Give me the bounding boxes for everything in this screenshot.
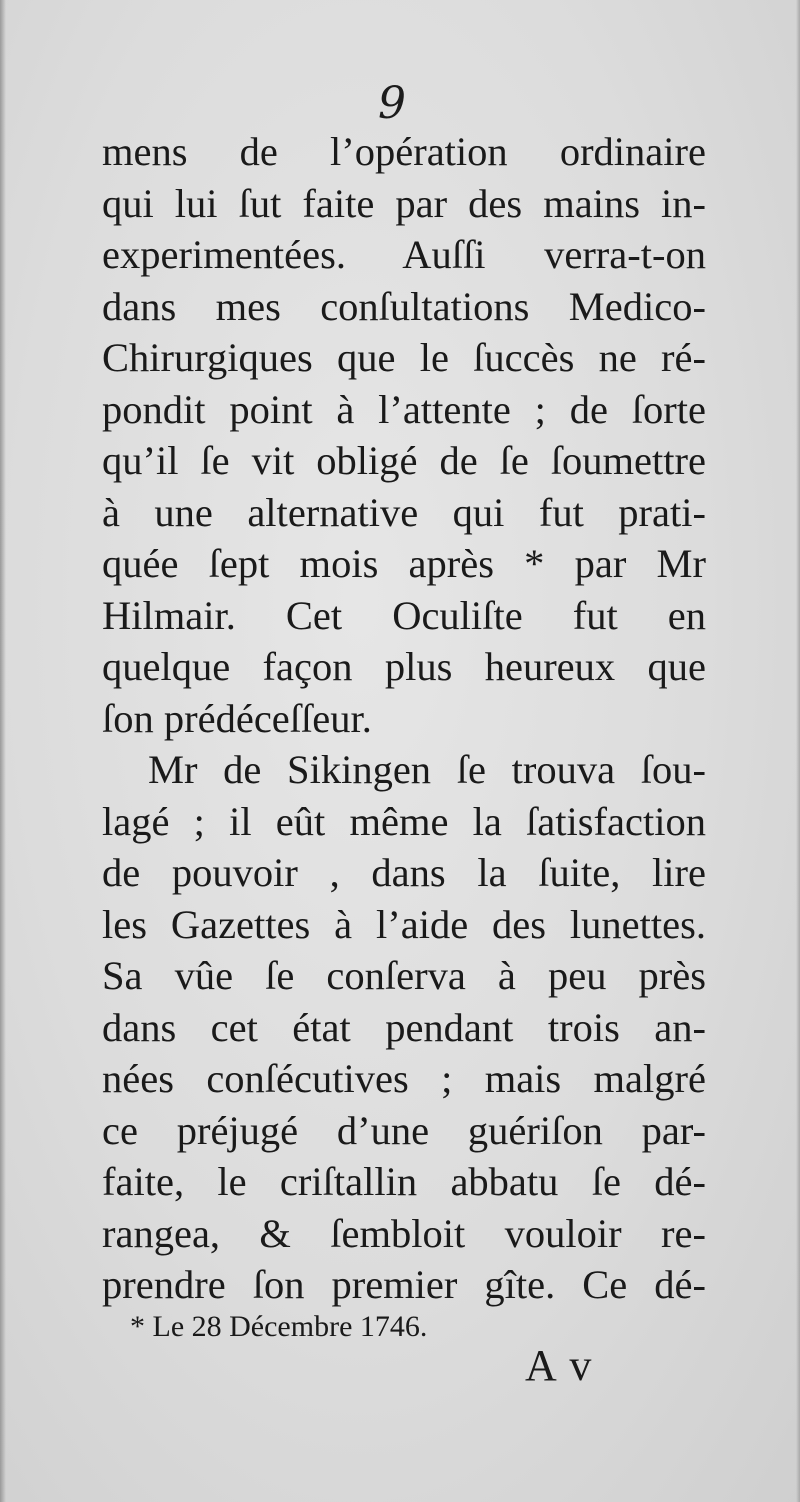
text-line: rangea, & ſembloit vouloir re- bbox=[102, 1210, 706, 1256]
page-edge-right bbox=[796, 0, 800, 1502]
text-line: Chirurgiques que le ſuccès ne ré- bbox=[102, 335, 706, 380]
text-line: quelque façon plus heureux que bbox=[102, 644, 706, 689]
page-edge-left bbox=[0, 0, 6, 1502]
page-number: 9 bbox=[378, 78, 406, 129]
text-line: prendre ſon premier gîte. Ce dé- bbox=[102, 1262, 706, 1307]
text-line: qui lui ſut faite par des mains in- bbox=[102, 180, 706, 226]
text-line: les Gazettes à l’aide des lunettes. bbox=[102, 901, 706, 947]
text-line-paragraph-start: Mr de Sikingen ſe trouva ſou- bbox=[148, 747, 706, 792]
text-line: experimentées. Auſſi verra-t-on bbox=[102, 232, 706, 277]
text-line: mens de l’opération ordinaire bbox=[102, 129, 706, 174]
text-line: Sa vûe ſe conſerva à peu près bbox=[102, 953, 706, 998]
text-line: faite, le criſtallin abbatu ſe dé- bbox=[102, 1159, 706, 1204]
text-line: ce préjugé d’une guériſon par- bbox=[102, 1107, 706, 1153]
body-text bbox=[102, 126, 706, 1311]
text-line: lagé ; il eût même la ſatisfaction bbox=[102, 798, 706, 844]
text-line: nées conſécutives ; mais malgré bbox=[102, 1056, 706, 1101]
text-line: qu’il ſe vit obligé de ſe ſoumettre bbox=[102, 438, 706, 483]
text-line: quée ſept mois après * par Mr bbox=[102, 541, 706, 586]
text-line: de pouvoir , dans la ſuite, lire bbox=[102, 850, 706, 895]
text-line: à une alternative qui fut prati- bbox=[102, 489, 706, 535]
text-line: Hilmair. Cet Oculiſte fut en bbox=[102, 592, 706, 638]
footnote: * Le 28 Décembre 1746. bbox=[130, 1310, 428, 1343]
text-line: pondit point à l’attente ; de ſorte bbox=[102, 386, 706, 432]
text-line: dans mes conſultations Medico- bbox=[102, 283, 706, 329]
text-line: dans cet état pendant trois an- bbox=[102, 1004, 706, 1050]
text-line-paragraph-end: ſon prédéceſſeur. bbox=[102, 695, 372, 741]
signature-mark: A v bbox=[525, 1341, 594, 1390]
